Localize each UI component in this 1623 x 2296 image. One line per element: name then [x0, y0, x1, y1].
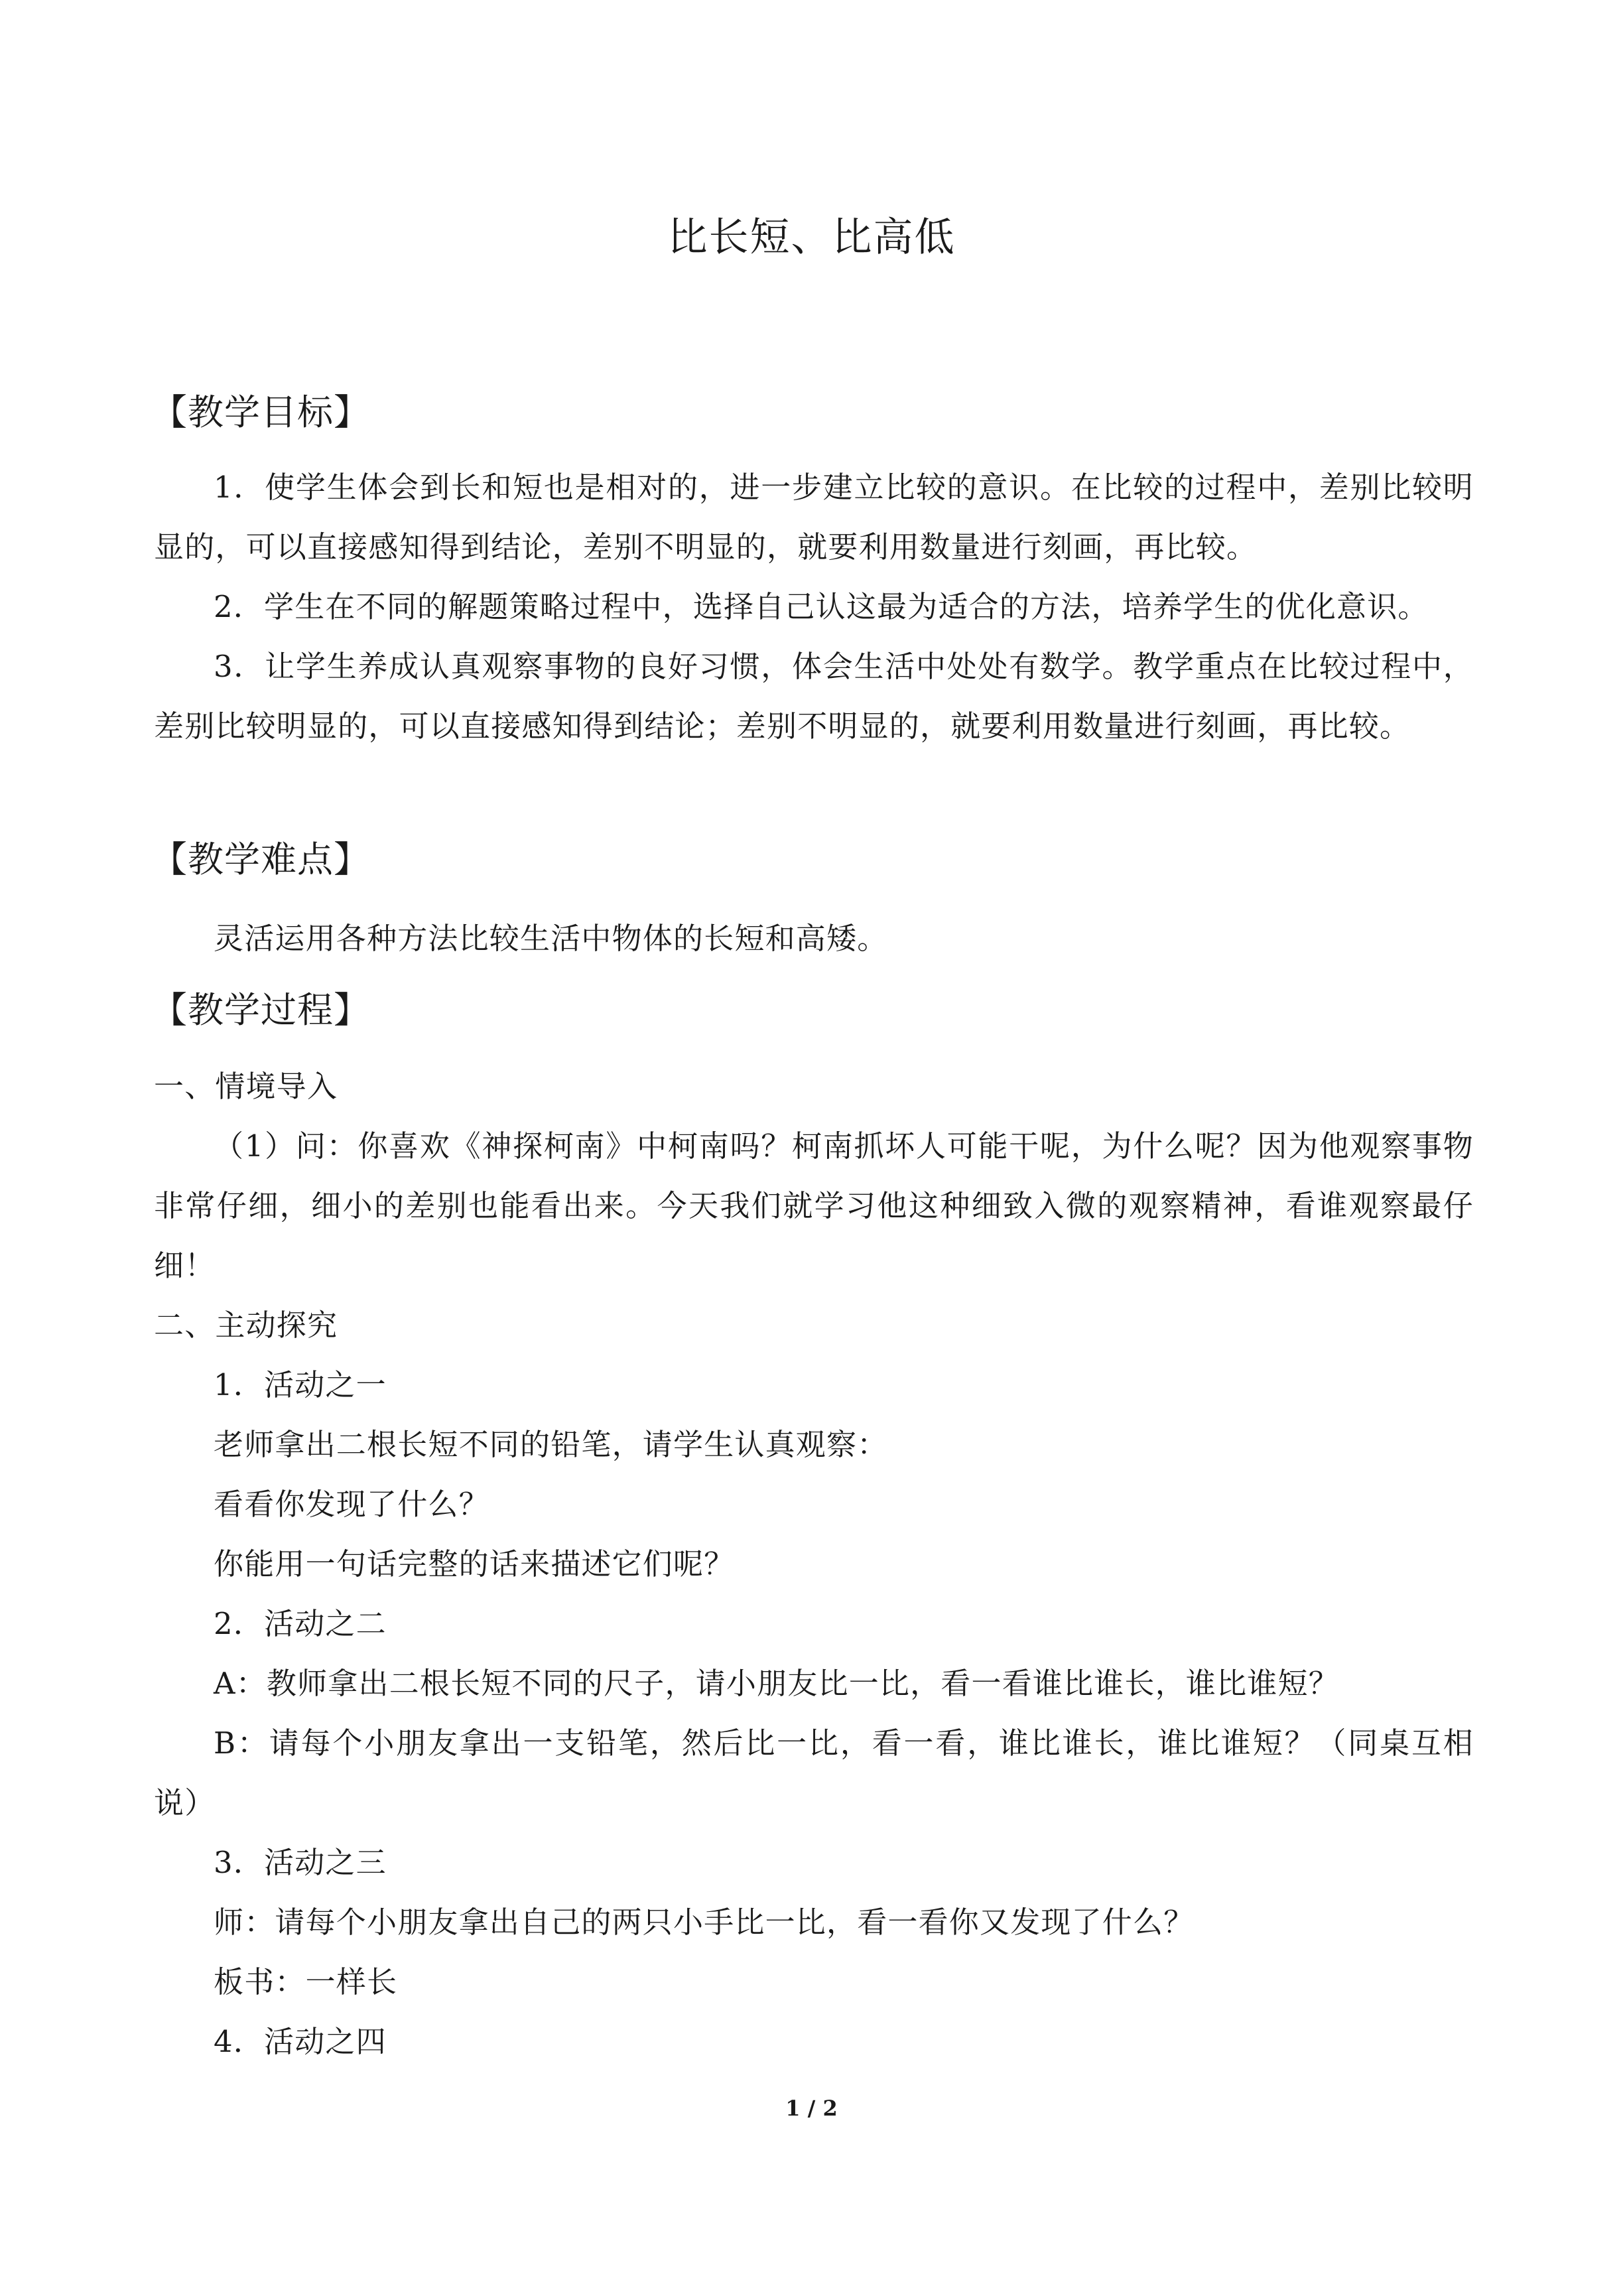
- section-heading-objectives: 【教学目标】: [151, 391, 370, 433]
- section-heading-process: 【教学过程】: [151, 989, 370, 1031]
- process-part1-title: 一、情境导入: [154, 1069, 338, 1104]
- activity-2-line-2: B：请每个小朋友拿出一支铅笔，然后比一比，看一看，谁比谁长，谁比谁短？（同桌互相说）: [154, 1725, 1474, 1820]
- objective-item-2: 2．学生在不同的解题策略过程中，选择自己认这最为适合的方法，培养学生的优化意识。: [214, 589, 1429, 624]
- activity-1-line-1: 老师拿出二根长短不同的铅笔，请学生认真观察：: [214, 1427, 888, 1462]
- activity-2-line-1: A：教师拿出二根长短不同的尺子，请小朋友比一比，看一看谁比谁长，谁比谁短？: [214, 1666, 1339, 1701]
- activity-3-line-2: 板书：一样长: [214, 1964, 398, 1999]
- process-part1-text: （1）问：你喜欢《神探柯南》中柯南吗？柯南抓坏人可能干呢，为什么呢？因为他观察事物非常仔细，细小的差别也能看出来。今天我们就学习他这种细致入微的观察精神，看谁观察最仔细！: [154, 1128, 1474, 1283]
- activity-1-title: 1．活动之一: [214, 1367, 387, 1402]
- activity-4-title: 4．活动之四: [214, 2024, 387, 2059]
- process-part2-title: 二、主动探究: [154, 1308, 338, 1343]
- activity-1-line-3: 你能用一句话完整的话来描述它们呢？: [214, 1546, 735, 1582]
- page-number: 1 / 2: [785, 2096, 838, 2121]
- activity-3-line-1: 师：请每个小朋友拿出自己的两只小手比一比，看一看你又发现了什么？: [214, 1905, 1195, 1940]
- section-heading-difficulty: 【教学难点】: [151, 839, 370, 880]
- activity-3-title: 3．活动之三: [214, 1845, 387, 1880]
- objective-item-3: 3．让学生养成认真观察事物的良好习惯，体会生活中处处有数学。教学重点在比较过程中，差别比较明显的，可以直接感知得到结论；差别不明显的，就要利用数量进行刻画，再比较。: [154, 649, 1474, 744]
- difficulty-text: 灵活运用各种方法比较生活中物体的长短和高矮。: [214, 921, 888, 956]
- activity-1-line-2: 看看你发现了什么？: [214, 1487, 489, 1522]
- page-title: 比长短、比高低: [667, 214, 956, 261]
- activity-2-title: 2．活动之二: [214, 1606, 387, 1641]
- objective-item-1: 1．使学生体会到长和短也是相对的，进一步建立比较的意识。在比较的过程中，差别比较明显的，可以直接感知得到结论，差别不明显的，就要利用数量进行刻画，再比较。: [154, 470, 1474, 565]
